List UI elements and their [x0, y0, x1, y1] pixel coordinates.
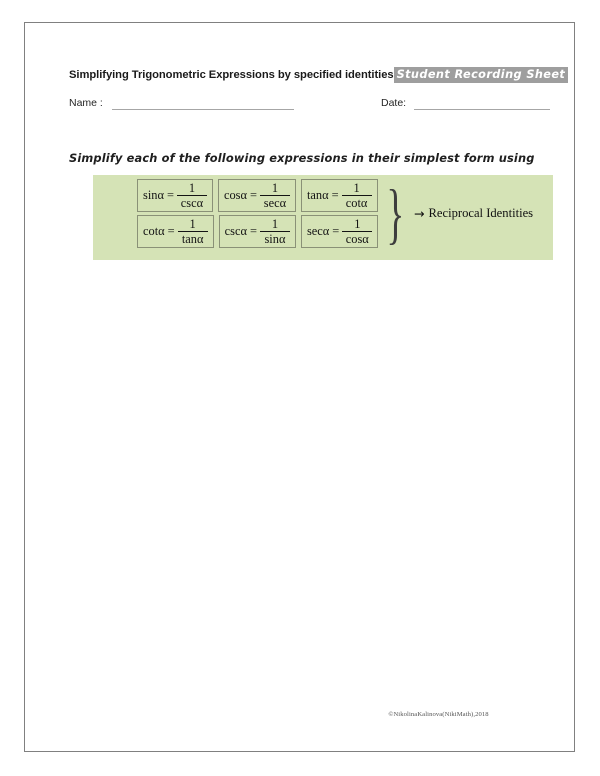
- formula-box-sec: [301, 215, 378, 248]
- identities-content: [137, 174, 534, 251]
- fraction: [260, 182, 290, 210]
- fraction-numerator: 1: [271, 180, 279, 195]
- copyright-text: ©NikolinaKalinova(NikiMath),2018: [388, 711, 489, 718]
- equals-sign: =: [167, 224, 175, 238]
- fraction: [178, 218, 208, 246]
- identity-group-label-text: Reciprocal Identities: [428, 206, 534, 220]
- fraction-denominator: cscα: [180, 196, 204, 210]
- equals-sign: =: [332, 224, 340, 238]
- fraction: [177, 182, 207, 210]
- worksheet-page: [24, 22, 575, 752]
- fraction-denominator: cosα: [345, 232, 369, 246]
- formula-lhs: secα: [306, 224, 330, 238]
- formula-lhs: tanα: [306, 188, 329, 202]
- fraction-denominator: tanα: [181, 232, 204, 246]
- fraction-numerator: 1: [188, 180, 196, 195]
- name-field-group: [69, 95, 294, 110]
- formula-row: [137, 179, 378, 212]
- grouping-brace: [379, 174, 412, 251]
- fraction: [342, 182, 372, 210]
- fraction: [342, 218, 372, 246]
- fraction-numerator: 1: [189, 216, 196, 231]
- fraction-denominator: cotα: [345, 196, 368, 210]
- formula-box-cot: [137, 215, 214, 248]
- curly-brace-icon: }: [386, 174, 405, 251]
- worksheet-header: [69, 67, 566, 83]
- right-arrow-icon: →: [413, 206, 425, 221]
- fraction-denominator: sinα: [264, 232, 286, 246]
- fraction-denominator: secα: [263, 196, 287, 210]
- fraction-numerator: 1: [271, 216, 279, 231]
- fraction-numerator: 1: [354, 216, 361, 231]
- page-title: Simplifying Trigonometric Expressions by specified identities: [69, 69, 394, 81]
- formula-grid: [137, 179, 378, 248]
- formula-lhs: cotα: [143, 224, 165, 238]
- formula-row: [137, 215, 378, 248]
- footer-credit: [25, 711, 576, 718]
- formula-box-csc: [219, 215, 296, 248]
- fraction: [260, 218, 290, 246]
- equals-sign: =: [249, 224, 257, 238]
- equals-sign: =: [249, 188, 257, 202]
- status-badge: Student Recording Sheet: [394, 67, 569, 83]
- formula-lhs: sinα: [143, 188, 164, 202]
- formula-lhs: cosα: [223, 188, 247, 202]
- name-date-row: [69, 95, 561, 117]
- fraction-numerator: 1: [353, 180, 360, 195]
- date-input[interactable]: [414, 95, 550, 110]
- name-input[interactable]: [112, 95, 294, 110]
- formula-box-sin: [137, 179, 213, 212]
- formula-box-cos: [218, 179, 296, 212]
- reciprocal-identities-panel: [93, 175, 553, 260]
- date-field-group: [381, 95, 550, 110]
- formula-lhs: cscα: [224, 224, 247, 238]
- name-label: Name :: [69, 97, 103, 109]
- identity-group-label: [414, 206, 533, 221]
- equals-sign: =: [166, 188, 174, 202]
- formula-box-tan: [301, 179, 378, 212]
- instruction-text: Simplify each of the following expressions in their simplest form using: [69, 151, 535, 165]
- date-label: Date:: [381, 97, 407, 109]
- equals-sign: =: [331, 188, 339, 202]
